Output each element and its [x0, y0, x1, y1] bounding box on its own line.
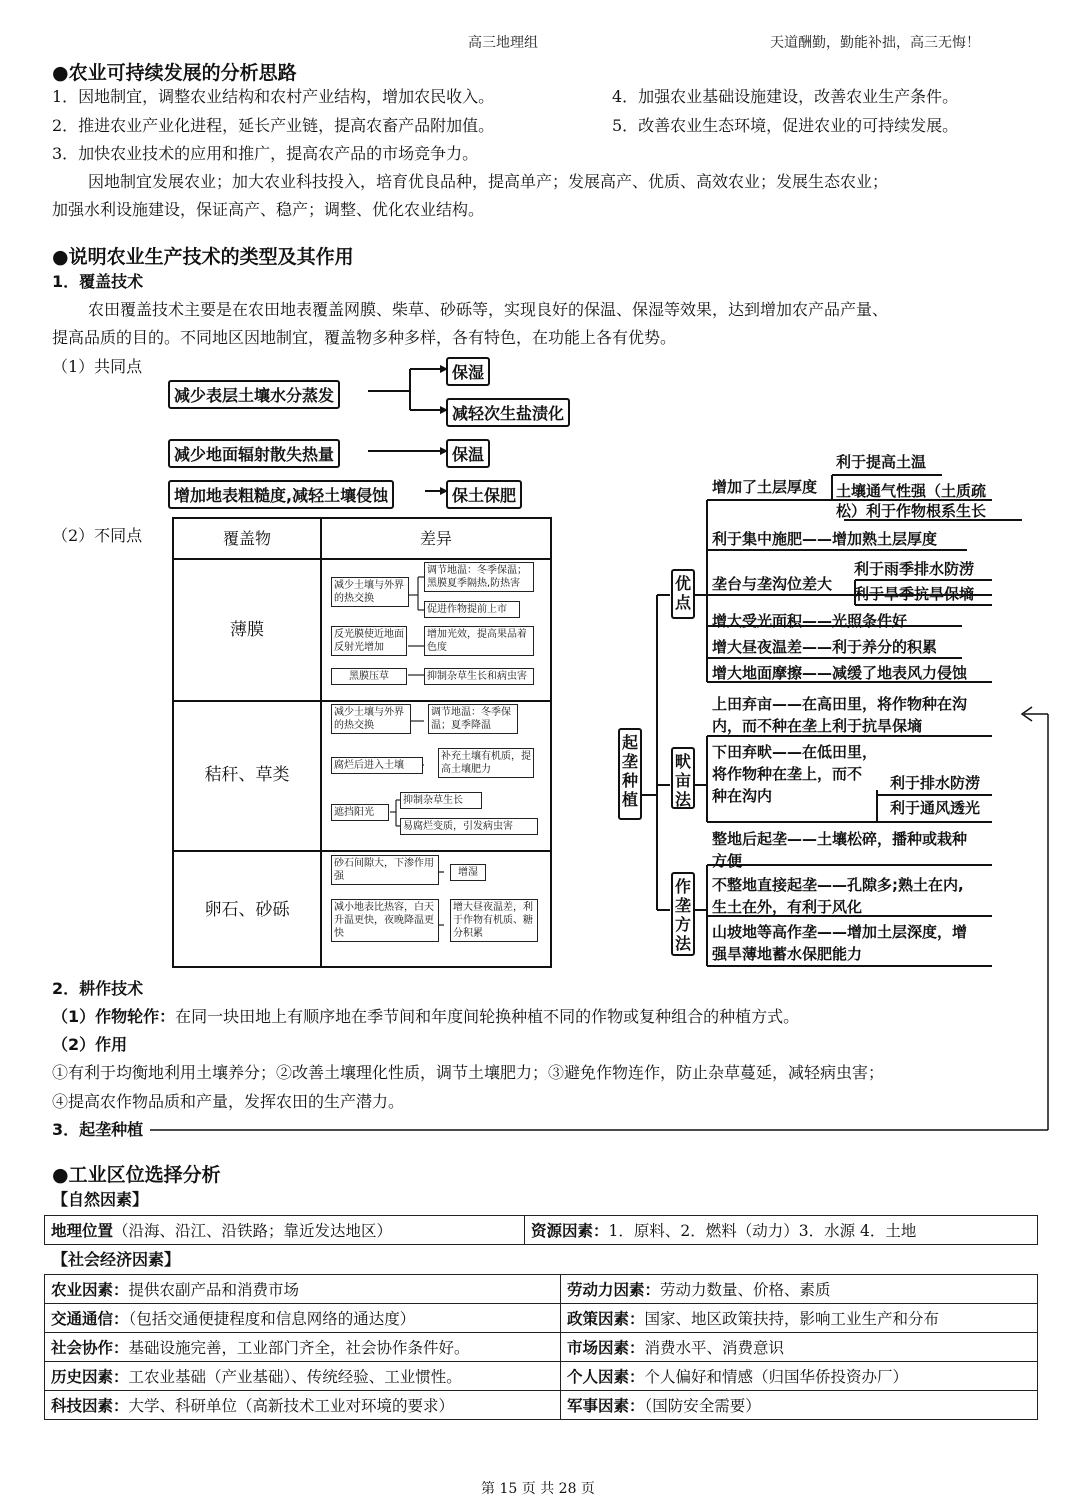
straw-effect-3b: 易腐烂变质，引发病虫害	[400, 818, 538, 835]
subheading-cover: 1．覆盖技术	[52, 272, 144, 291]
effect-label: （2）作用	[52, 1035, 128, 1054]
row-label-film: 薄膜	[230, 620, 264, 640]
rotation-line	[52, 1003, 799, 1031]
ridge-advantages-label: 优点	[674, 574, 691, 612]
adv-1b2: 松）利于作物根系生长	[836, 502, 987, 520]
adv-4: 增大受光面积——光照条件好	[712, 612, 908, 630]
table-cell	[561, 1362, 1038, 1391]
make-2b: 生土在外，有利于风化	[712, 898, 863, 916]
cell-key: 地理位置	[51, 1222, 114, 1240]
adv-6: 增大地面摩擦——减缓了地表风力侵蚀	[712, 664, 968, 682]
cell-value: 个人偏好和情感（归国华侨投资办厂）	[644, 1368, 909, 1386]
straw-cause-1: 减少土壤与外界的热交换	[331, 704, 411, 734]
natural-factors-title: 【自然因素】	[52, 1190, 149, 1209]
mu-2c: 种在沟内	[712, 787, 773, 805]
adv-3b: 利于旱季抗旱保墒	[854, 585, 975, 603]
ridge-root-label: 起垄种植	[621, 733, 638, 809]
adv-1: 增加了土层厚度	[712, 478, 818, 496]
mu-1a: 上田弃亩——在高田里，将作物种在沟	[712, 695, 968, 713]
list-item: 4．加强农业基础设施建设，改善农业生产条件。	[612, 87, 959, 106]
subheading-ridge: 3．起垄种植	[52, 1120, 144, 1139]
paragraph: 提高品质的目的。不同地区因地制宜，覆盖物多种多样，各有特色，在功能上各有优势。	[52, 328, 677, 347]
diff-label: （2）不同点	[52, 526, 143, 545]
adv-1a: 利于提高土温	[836, 453, 927, 471]
film-cause-3: 黑膜压草	[331, 668, 407, 685]
cell-value: 工农业基础（产业基础）、传统经验、工业惯性。	[128, 1368, 462, 1386]
section-title-industry: ●工业区位选择分析	[52, 1164, 221, 1186]
straw-cause-2: 腐烂后进入土壤	[331, 757, 423, 774]
cell-value: 1．原料、2．燃料（动力）3．水源 4．土地	[608, 1222, 917, 1240]
cell-key: 劳动力因素：	[567, 1281, 661, 1299]
adv-2: 利于集中施肥——增加熟土层厚度	[712, 530, 938, 548]
cell-key: 资源因素：	[531, 1222, 609, 1240]
cell-value: 大学、科研单位（高新技术工业对环境的要求）	[128, 1397, 455, 1415]
table-cell	[561, 1333, 1038, 1362]
effect-line-2: ④提高农作物品质和产量，发挥农田的生产潜力。	[52, 1092, 405, 1111]
table-row	[45, 1391, 1038, 1420]
effect-line-1: ①有利于均衡地利用土壤养分；②改善土壤理化性质，调节土壤肥力；③避免作物连作，防止杂草蔓延，减轻病虫害；	[52, 1063, 885, 1082]
table-cell	[45, 1333, 561, 1362]
cell-key: 市场因素：	[567, 1339, 645, 1357]
list-item: 3．加快农业技术的应用和推广，提高农产品的市场竞争力。	[52, 144, 479, 163]
adv-3a: 利于雨季排水防涝	[854, 560, 975, 578]
cell-key: 社会协作：	[51, 1339, 129, 1357]
table-row	[45, 1275, 1038, 1304]
paragraph: 因地制宜发展农业；加大农业科技投入，培育优良品种，提高单产；发展高产、优质、高效农业；发展生态农业；	[88, 172, 889, 191]
cell-value: （包括交通便捷程度和信息网络的通达度）	[128, 1310, 416, 1328]
list-item: 2．推进农业产业化进程，延长产业链，提高农畜产品附加值。	[52, 116, 495, 135]
natural-factors-table	[44, 1215, 1038, 1245]
straw-cause-3: 遮挡阳光	[331, 804, 389, 821]
rotation-label: （1）作物轮作：	[52, 1007, 176, 1026]
cell-value: 基础设施完善，工业部门齐全，社会协作条件好。	[128, 1339, 470, 1357]
common-effect-1b: 减轻次生盐渍化	[446, 398, 570, 427]
cell-value: 劳动力数量、价格、素质	[660, 1281, 831, 1299]
row-label-straw: 秸秆、草类	[204, 765, 290, 785]
gravel-cause-2: 减小地表比热容，白天升温更快，夜晚降温更快	[331, 899, 439, 942]
cell-value: （沿海、沿江、沿铁路；靠近发达地区）	[113, 1222, 393, 1240]
paragraph: 农田覆盖技术主要是在农田地表覆盖网膜、柴草、砂砾等，实现良好的保温、保湿等效果，达到增加农产品产量、	[88, 300, 889, 319]
straw-effect-1: 调节地温：冬季保温；夏季降温	[428, 704, 518, 734]
table-cell	[45, 1304, 561, 1333]
cell-key: 军事因素：	[567, 1397, 645, 1415]
film-cause-2: 反光膜使近地面反射光增加	[331, 626, 407, 656]
table-header-diff: 差异	[419, 529, 452, 548]
common-cause-2: 减少地面辐射散失热量	[168, 439, 340, 468]
common-label: （1）共同点	[52, 357, 143, 376]
film-cause-1: 减少土壤与外界的热交换	[331, 577, 409, 607]
straw-effect-3a: 抑制杂草生长	[400, 792, 482, 809]
mu-2r2: 利于通风透光	[890, 799, 981, 817]
paragraph: 加强水利设施建设，保证高产、稳产；调整、优化农业结构。	[52, 200, 485, 219]
ridge-make-label: 作垄方法	[674, 877, 691, 953]
table-row	[45, 1304, 1038, 1333]
adv-5: 增大昼夜温差——利于养分的积累	[712, 638, 938, 656]
table-cell	[45, 1275, 561, 1304]
list-item: 5．改善农业生态环境，促进农业的可持续发展。	[612, 116, 959, 135]
ridge-mu-label: 畎亩法	[674, 752, 691, 809]
section-title-sustainable: ●农业可持续发展的分析思路	[52, 62, 297, 84]
gravel-effect-1: 增湿	[450, 864, 486, 881]
table-cell	[561, 1391, 1038, 1420]
table-cell	[45, 1391, 561, 1420]
table-header-cover: 覆盖物	[222, 529, 271, 548]
make-3b: 强旱薄地蓄水保肥能力	[712, 945, 863, 963]
cell-key: 历史因素：	[51, 1368, 129, 1386]
table-cell	[561, 1304, 1038, 1333]
mu-2r1: 利于排水防涝	[890, 774, 981, 792]
film-effect-1b: 促进作物提前上市	[424, 601, 520, 618]
cell-value: 消费水平、消费意识	[644, 1339, 785, 1357]
header-center: 高三地理组	[468, 35, 538, 51]
social-factors-title: 【社会经济因素】	[52, 1250, 181, 1269]
table-cell	[45, 1216, 525, 1245]
straw-effect-2: 补充土壤有机质，提高土壤肥力	[438, 748, 534, 778]
make-1b: 方便	[712, 852, 743, 870]
row-label-gravel: 卵石、砂砾	[204, 900, 290, 920]
table-row	[45, 1333, 1038, 1362]
film-effect-3: 抑制杂草生长和病虫害	[424, 668, 534, 685]
ridge-advantages	[671, 569, 695, 619]
make-2a: 不整地直接起垄——孔隙多;熟土在内,	[712, 876, 964, 894]
make-3a: 山坡地等高作垄——增加土层深度，增	[712, 923, 968, 941]
social-factors-table	[44, 1274, 1038, 1420]
common-effect-2: 保温	[446, 439, 490, 468]
table-cell	[525, 1216, 1038, 1245]
cell-value: 提供农副产品和消费市场	[128, 1281, 300, 1299]
gravel-effect-2: 增大昼夜温差，利于作物有机质、糖分积累	[450, 899, 538, 942]
common-cause-3: 增加地表粗糙度,减轻土壤侵蚀	[168, 480, 394, 509]
cell-key: 个人因素：	[567, 1368, 645, 1386]
list-item: 1．因地制宜，调整农业结构和农村产业结构，增加农民收入。	[52, 87, 495, 106]
mu-2a: 下田弃畎——在低田里，	[712, 743, 878, 761]
page-footer: 第 15 页 共 28 页	[481, 1481, 595, 1497]
table-cell	[45, 1362, 561, 1391]
mu-1b: 内，而不种在垄上利于抗旱保墒	[712, 717, 923, 735]
section-title-techniques: ●说明农业生产技术的类型及其作用	[52, 246, 354, 268]
cell-key: 交通通信：	[51, 1310, 129, 1328]
cell-key: 农业因素：	[51, 1281, 129, 1299]
common-effect-3: 保土保肥	[446, 480, 522, 509]
make-1a: 整地后起垄——土壤松碎，播种或栽种	[712, 830, 968, 848]
header-right: 天道酬勤，勤能补拙，高三无悔！	[770, 35, 980, 51]
cell-value: 国家、地区政策扶持，影响工业生产和分布	[644, 1310, 940, 1328]
gravel-cause-1: 砂石间隙大，下渗作用强	[331, 855, 439, 885]
subheading-tillage: 2．耕作技术	[52, 979, 144, 998]
adv-1b1: 土壤通气性强（土质疏	[836, 482, 987, 500]
common-cause-1: 减少表层土壤水分蒸发	[168, 380, 340, 409]
film-effect-2: 增加光效，提高果品着色度	[424, 626, 534, 656]
rotation-text: 在同一块田地上有顺序地在季节间和年度间轮换种植不同的作物或复种组合的种植方式。	[175, 1007, 800, 1026]
table-row	[45, 1216, 1038, 1245]
cell-value: （国防安全需要）	[644, 1397, 761, 1415]
mu-2b: 将作物种在垄上，而不	[712, 765, 863, 783]
adv-3: 垄台与垄沟位差大	[712, 575, 833, 593]
table-row	[45, 1362, 1038, 1391]
film-effect-1a: 调节地温：冬季保温；黑膜夏季隔热,防热害	[424, 562, 534, 592]
common-effect-1a: 保湿	[446, 357, 490, 386]
cell-key: 科技因素：	[51, 1397, 129, 1415]
table-cell	[561, 1275, 1038, 1304]
cell-key: 政策因素：	[567, 1310, 645, 1328]
